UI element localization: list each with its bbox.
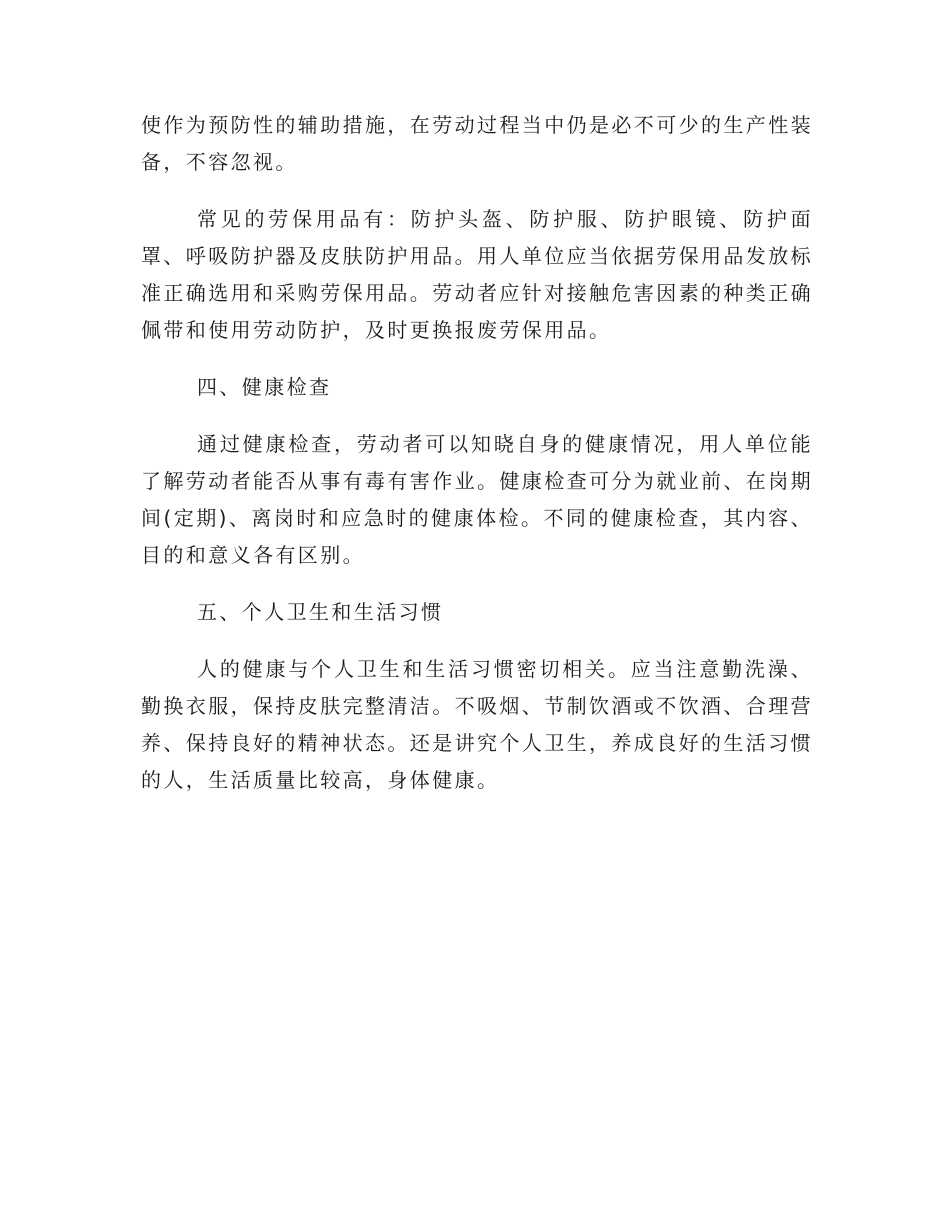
paragraph-hygiene: 人的健康与个人卫生和生活习惯密切相关。应当注意勤洗澡、勤换衣服，保持皮肤完整清洁。不吸烟、节制饮酒或不饮酒、合理营养、保持良好的精神状态。还是讲究个人卫生，养成良好的生活习惯的人，生活质量比较高，身体健康。	[141, 657, 813, 792]
paragraph-continued: 使作为预防性的辅助措施，在劳动过程当中仍是必不可少的生产性装备，不容忽视。	[141, 113, 813, 174]
paragraph-ppe: 常见的劳保用品有：防护头盔、防护服、防护眼镜、防护面罩、呼吸防护器及皮肤防护用品。用人单位应当依据劳保用品发放标准正确选用和采购劳保用品。劳动者应针对接触危害因素的种类正确佩带和使用劳动防护，及时更换报废劳保用品。	[141, 207, 813, 342]
section-heading-health-check: 四、健康检查	[197, 375, 332, 399]
document-body	[141, 107, 813, 819]
section-heading-hygiene: 五、个人卫生和生活习惯	[197, 600, 444, 624]
paragraph-health-check: 通过健康检查，劳动者可以知晓自身的健康情况，用人单位能了解劳动者能否从事有毒有害作业。健康检查可分为就业前、在岗期间(定期)、离岗时和应急时的健康体检。不同的健康检查，其内容、目的和意义各有区别。	[141, 432, 813, 567]
